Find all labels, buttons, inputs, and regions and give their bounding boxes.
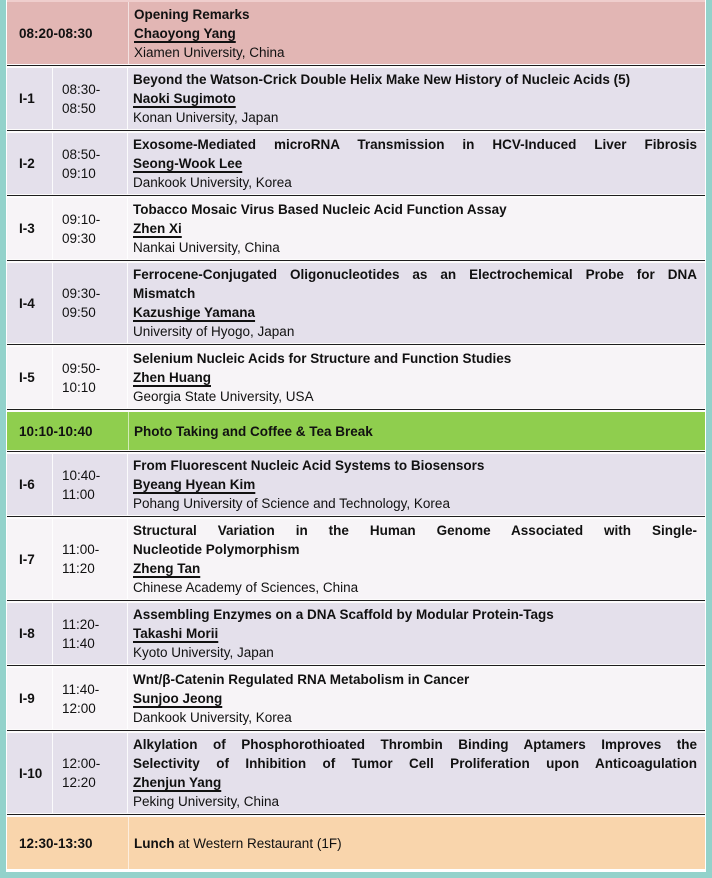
time-range: 08:20-08:30 [19, 25, 93, 41]
session-row-opening [7, 2, 705, 64]
session-details [129, 2, 705, 64]
speaker-name: Naoki Sugimoto [133, 91, 236, 106]
time-line: 09:10 [62, 165, 96, 181]
session-details [128, 133, 705, 194]
break-details [129, 412, 705, 450]
session-id: I-10 [7, 733, 53, 813]
talk-title: Wnt/β-Catenin Regulated RNA Metabolism in Cancer [133, 672, 470, 687]
speaker-name: Sunjoo Jeong [133, 691, 223, 706]
session-time [7, 2, 129, 64]
session-row-I-2 [7, 133, 705, 194]
time-line: 11:00 [62, 486, 95, 502]
speaker-name: Zhen Xi [133, 221, 182, 236]
time-line: 12:00- [62, 756, 101, 771]
speaker-affiliation: Pohang University of Science and Technology, Korea [133, 496, 450, 511]
speaker-name: Zheng Tan [133, 561, 201, 576]
talk-title: Mismatch [133, 286, 196, 301]
time-range: 12:30-13:30 [19, 835, 93, 851]
speaker-name: Kazushige Yamana [133, 305, 256, 320]
time-line: 10:10 [62, 379, 96, 395]
time-line: 09:50 [62, 305, 96, 320]
session-time [7, 412, 129, 450]
session-details [128, 733, 705, 813]
speaker-affiliation: Xiamen University, China [134, 44, 285, 60]
session-row-I-1 [7, 68, 705, 129]
session-id: I-3 [7, 198, 53, 259]
speaker-affiliation: Georgia State University, USA [133, 389, 314, 404]
session-id: I-6 [7, 454, 53, 515]
speaker-name: Zhenjun Yang [133, 775, 222, 790]
session-id: I-2 [7, 133, 53, 194]
session-time [53, 133, 128, 194]
session-details [128, 603, 705, 664]
talk-title: Opening Remarks [134, 6, 250, 22]
break-label: Photo Taking and Coffee & Tea Break [134, 423, 373, 439]
time-line: 09:30 [62, 230, 96, 246]
talk-title: Alkylation of Phosphorothioated Thrombin Binding Aptamers Improves the [133, 737, 697, 752]
speaker-affiliation: Kyoto University, Japan [133, 645, 274, 660]
talk-title: Exosome-Mediated microRNA Transmission in HCV-Induced Liver Fibrosis [133, 137, 697, 152]
time-range: 10:10-10:40 [19, 423, 93, 439]
session-time [53, 347, 128, 408]
time-line: 12:20 [62, 775, 96, 790]
session-row-I-3 [7, 198, 705, 259]
talk-title: Tobacco Mosaic Virus Based Nucleic Acid Function Assay [133, 202, 507, 217]
session-details [128, 263, 705, 343]
speaker-name: Zhen Huang [133, 370, 211, 385]
speaker-name: Byeang Hyean Kim [133, 477, 256, 492]
session-id: I-4 [7, 263, 53, 343]
session-time [53, 603, 128, 664]
time-line: 11:40 [62, 635, 95, 651]
session-details [128, 454, 705, 515]
lunch-details [129, 817, 705, 869]
speaker-affiliation: Dankook University, Korea [133, 175, 292, 190]
time-line: 11:40- [62, 681, 100, 697]
time-line: 08:50- [62, 146, 101, 162]
talk-title: Selectivity of Inhibition of Tumor Cell Proliferation upon Anticoagulation [133, 756, 697, 771]
speaker-affiliation: University of Hyogo, Japan [133, 324, 295, 339]
coffee-break-row [7, 412, 705, 450]
time-line: 09:50- [62, 360, 101, 376]
session-row-I-7 [7, 519, 705, 599]
time-line: 09:10- [62, 211, 101, 227]
session-id: I-8 [7, 603, 53, 664]
session-row-I-4 [7, 263, 705, 343]
session-row-I-5 [7, 347, 705, 408]
speaker-name: Takashi Morii [133, 626, 219, 641]
session-time [53, 454, 128, 515]
lunch-row [7, 817, 705, 869]
session-details [128, 519, 705, 599]
speaker-affiliation: Konan University, Japan [133, 110, 279, 125]
time-line: 10:40- [62, 467, 101, 483]
speaker-affiliation: Dankook University, Korea [133, 710, 292, 725]
talk-title: Selenium Nucleic Acids for Structure and Function Studies [133, 351, 512, 366]
speaker-affiliation: Peking University, China [133, 794, 280, 809]
time-line: 11:00- [62, 542, 100, 557]
session-details [128, 347, 705, 408]
talk-title: Nucleotide Polymorphism [133, 542, 300, 557]
session-row-I-9 [7, 668, 705, 729]
time-line: 08:50 [62, 100, 96, 116]
time-line: 11:20- [62, 616, 100, 632]
speaker-affiliation: Chinese Academy of Sciences, China [133, 580, 359, 595]
session-details [128, 198, 705, 259]
session-time [53, 198, 128, 259]
session-row-I-10 [7, 733, 705, 813]
talk-title: Assembling Enzymes on a DNA Scaffold by Modular Protein-Tags [133, 607, 554, 622]
talk-title: Beyond the Watson-Crick Double Helix Make New History of Nucleic Acids (5) [133, 72, 631, 87]
session-details [128, 68, 705, 129]
session-time [53, 519, 128, 599]
session-id: I-5 [7, 347, 53, 408]
talk-title: Structural Variation in the Human Genome Associated with Single- [133, 523, 697, 538]
time-line: 09:30- [62, 286, 101, 301]
speaker-name: Seong-Wook Lee [133, 156, 243, 171]
talk-title: From Fluorescent Nucleic Acid Systems to Biosensors [133, 458, 485, 473]
time-line: 11:20 [62, 561, 95, 576]
session-row-I-6 [7, 454, 705, 515]
session-time [7, 817, 129, 869]
speaker-name: Chaoyong Yang [134, 25, 236, 41]
speaker-affiliation: Nankai University, China [133, 240, 280, 255]
session-time [53, 68, 128, 129]
session-id: I-9 [7, 668, 53, 729]
session-id: I-7 [7, 519, 53, 599]
session-time [53, 733, 128, 813]
time-line: 08:30- [62, 81, 101, 97]
talk-title: Ferrocene-Conjugated Oligonucleotides as an Electrochemical Probe for DNA [133, 267, 697, 282]
session-row-I-8 [7, 603, 705, 664]
session-details [128, 668, 705, 729]
session-time [53, 668, 128, 729]
time-line: 12:00 [62, 700, 96, 716]
session-id: I-1 [7, 68, 53, 129]
session-time [53, 263, 128, 343]
lunch-label: Lunch at Western Restaurant (1F) [134, 835, 342, 851]
